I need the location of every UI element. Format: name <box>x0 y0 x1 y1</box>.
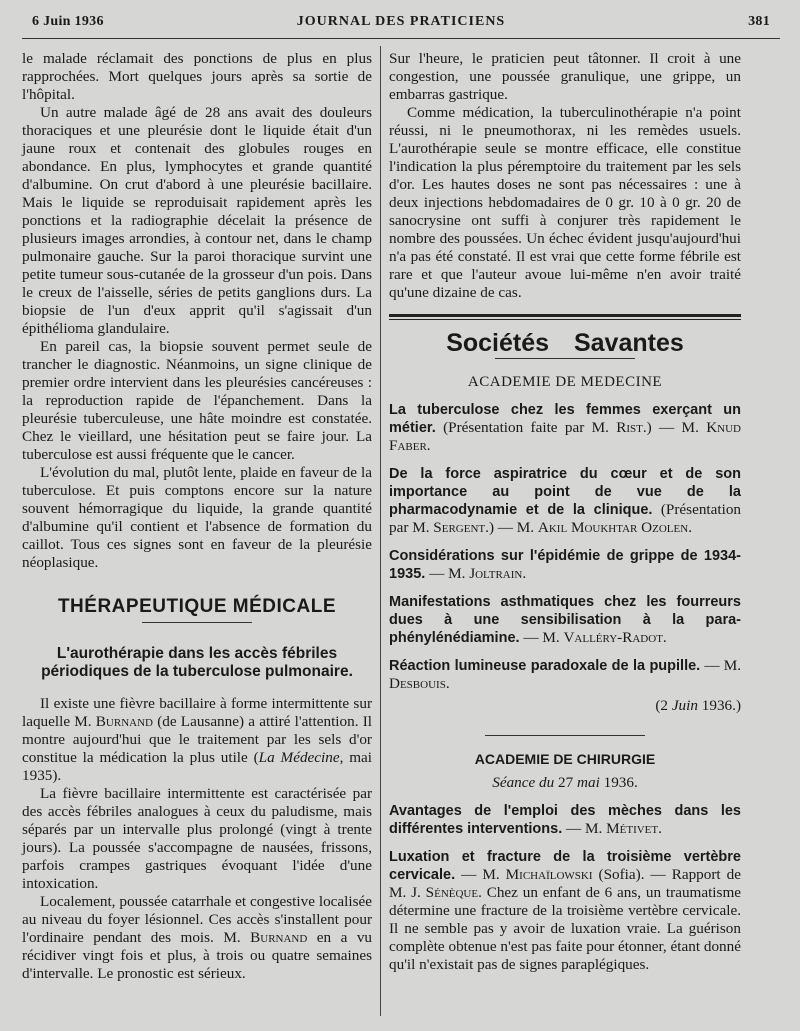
academie-medecine-heading: ACADEMIE DE MEDECINE <box>467 374 663 390</box>
chirurgie-entry-1: Avantages de l'emploi des mèches dans les différentes interventions. — M. Métivet. <box>389 803 741 837</box>
medecine-entry-1: La tuberculose chez les femmes exerçant un métier. (Présentation faite par M. Rist.) — M. Knud Faber. <box>389 402 742 454</box>
left-paragraph-6: La fièvre bacillaire intermittente est caractérisée par des accès fébriles analogues à ceux du paludisme, mais séparés par un intervalle plus prolongé (vingt à trente jours). La poussée s'accompagne de nausées, frissons, parfois crampes gastriques évoquant l'idée d'une intoxication. <box>22 785 372 892</box>
section-heading-therapeutique: THÉRAPEUTIQUE MÉDICALE <box>57 596 337 617</box>
section-rule <box>495 358 635 359</box>
left-column <box>22 50 372 983</box>
seance-date: Séance du 27 mai 1936. <box>492 774 638 791</box>
header-rule <box>22 38 780 39</box>
left-paragraph-2: Un autre malade âgé de 28 ans avait des douleurs thoraciques et une pleurésie dont le liquide était d'un jaune roux et contenait des globules rouges en abondance. En plus, lymphocytes et grande quantité d'albumine. On crut d'abord à une pleurésie bacillaire. Mais le liquide se reproduisait rapidement après les ponctions et la radiographie décelait la présence de plusieurs images arrondies, à contour net, dans le champ pulmonaire gauche. Sur la paroi thoracique survint une petite tumeur sous-cutanée de la grosseur d'un pois. Dans le creux de l'aisselle, séries de petits ganglions durs. La biopsie de l'un d'eux apprit qu'il s'agissait d'un épithélioma glandulaire. <box>22 104 372 337</box>
chirurgie-entry-2: Luxation et fracture de la troisième vertèbre cervicale. — M. Michaïlowski (Sofia). — Rapport de M. J. Sénèque. Chez un enfant de 6 ans, un traumatisme détermine une fracture de la troisième vertèbre cervicale. Il ne semble pas y avoir de luxation vraie. La guérison complète obtenue n'est pas faite pour étonner, étant donné qu'il n'existait pas de signes paraplégiques. <box>389 849 741 973</box>
column-divider <box>380 46 381 1016</box>
medecine-entry-4: Manifestations asthmatiques chez les fourreurs dues à une sensibilisation à la para-phénylénédiamine. — M. Valléry-Radot. <box>389 594 741 646</box>
medecine-entry-2: De la force aspiratrice du cœur et de son importance au point de vue de la pharmacodynamie et de la clinique. (Présentation par M. Sergent.) — M. Akil Moukhtar Ozolen. <box>389 466 742 536</box>
double-rule <box>389 314 741 320</box>
left-paragraph-3: En pareil cas, la biopsie souvent permet seule de trancher le diagnostic. Néanmoins, un signe clinique de premier ordre intervient dans les pleurésies cancéreuses : la reproduction rapide de l'épanchement. Dans la pleurésie tuberculeuse, une hâte moindre est constatée. Chez le vieillard, une hésitation peut se faire jour. La tuberculose est aussi fréquente que le cancer. <box>22 338 372 463</box>
medecine-date: (2 Juin 1936.) <box>655 697 741 714</box>
section-heading-societes-savantes: Sociétés Savantes <box>446 329 684 357</box>
right-paragraph-1: Sur l'heure, le praticien peut tâtonner. Il croit à une congestion, une poussée granulique, une grippe, un embarras gastrique. <box>389 50 741 103</box>
header-journal-title: JOURNAL DES PRATICIENS <box>296 14 506 29</box>
article-title: L'aurothérapie dans les accès fébriles périodiques de la tuberculose pulmonaire. <box>41 645 353 680</box>
journal-citation: La Médecine <box>258 749 340 766</box>
academie-chirurgie-heading: ACADEMIE DE CHIRURGIE <box>474 751 656 767</box>
left-paragraph-4: L'évolution du mal, plutôt lente, plaide en faveur de la tuberculose. Et puis comptons encore sur la nature souvent hémorragique du liquide, la grande quantité d'albumine qu'il contient et l'absence de formation du caillot. Tous ces signes sont en faveur de la pleurésie néoplasique. <box>22 464 372 571</box>
header-date: 6 Juin 1936 <box>32 14 104 29</box>
left-paragraph-7: Localement, poussée catarrhale et congestive localisée au niveau du foyer lésionnel. Ces accès s'installent pour l'ordinaire pendant des mois. M. Burnand en a vu récidiver vingt fois et plus, à trois ou quatre semaines d'intervalle. Le pronostic est sérieux. <box>22 893 373 982</box>
section-rule <box>142 622 252 623</box>
left-paragraph-1: le malade réclamait des ponctions de plus en plus rapprochées. Mort quelques jours après sa sortie de l'hôpital. <box>22 50 372 103</box>
left-paragraph-5: Il existe une fièvre bacillaire à forme intermittente sur laquelle M. Burnand (de Lausanne) a attiré l'attention. Il montre aujourd'hui que le traitement par les sels d'or constitue la médication la plus utile (La Médecine, mai 1935). <box>22 695 372 784</box>
header-page-number: 381 <box>748 14 770 29</box>
medecine-entry-5: Réaction lumineuse paradoxale de la pupille. — M. Desbouis. <box>389 657 741 692</box>
section-rule <box>485 735 645 736</box>
author-name: Burnand <box>95 713 153 730</box>
right-paragraph-2: Comme médication, la tuberculinothérapie n'a point réussi, ni le pneumothorax, ni les remèdes usuels. L'aurothérapie seule se montre efficace, elle constitue l'indication la plus péremptoire du traitement par les sels d'or. Les hautes doses ne sont pas nécessaires : une à deux injections hebdomadaires de 0 gr. 10 à 0 gr. 20 de sanocrysine ont suffi à conjurer très rapidement le nombre des poussées. Un échec évident jusqu'aujourd'hui n'a pas été constaté. Il est vrai que cette forme fébrile est rare et que l'auteur avoue lui-même n'en avoir traité qu'une dizaine de cas. <box>389 104 741 301</box>
page-header <box>22 14 780 36</box>
medecine-entry-3: Considérations sur l'épidémie de grippe de 1934-1935. — M. Joltrain. <box>389 548 741 582</box>
right-column <box>389 50 741 974</box>
author-name: Burnand <box>250 929 308 946</box>
